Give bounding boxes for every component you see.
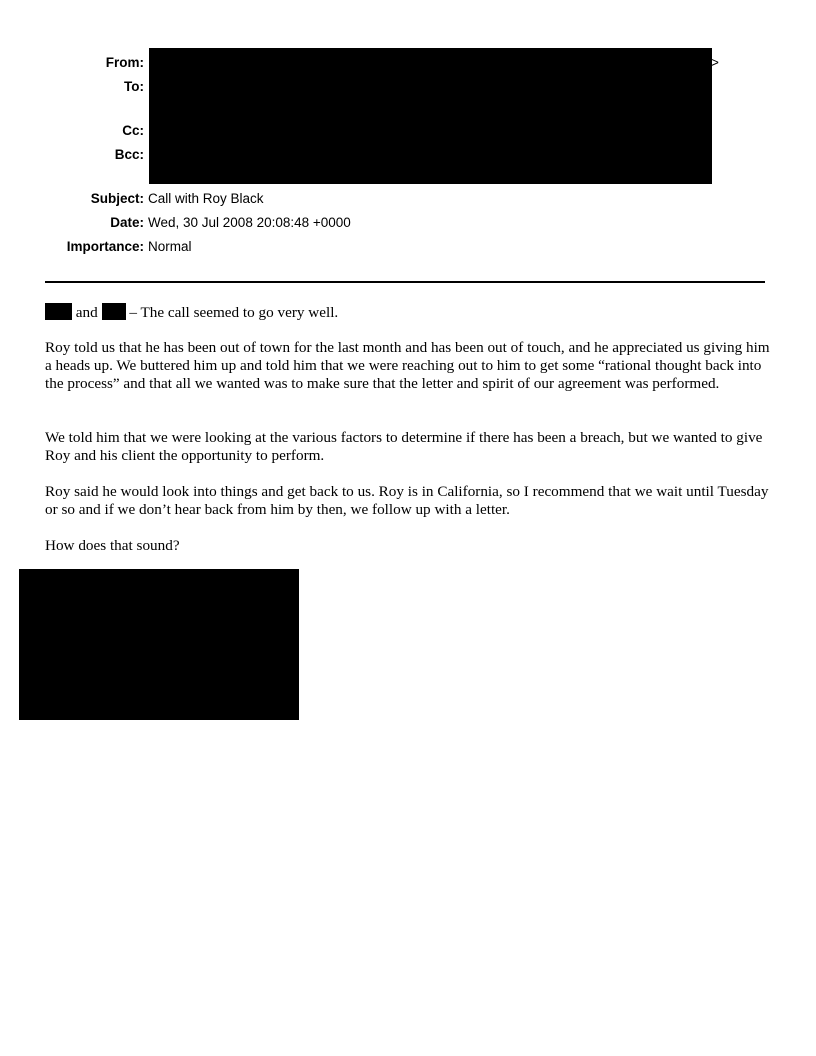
cc-label: Cc: (122, 123, 144, 138)
inline-redaction-1 (45, 303, 72, 320)
from-label: From: (105, 55, 144, 70)
body-paragraph-1: Roy told us that he has been out of town for the last month and has been out of touch, and he appreciated us giving him a heads up. We buttered him up and told him that we were reaching out to him to get some “rational thought back into the process” and that all we wanted was to make sure that the letter and spirit of our agreement was performed. (45, 339, 770, 392)
date-label: Date: (110, 215, 144, 230)
greeting-line (45, 303, 771, 322)
inline-redaction-2 (102, 303, 126, 320)
header-divider (45, 281, 765, 283)
header-redaction-block (149, 48, 712, 184)
greeting-connector: and (75, 304, 98, 321)
importance-label: Importance: (66, 239, 144, 254)
closing-line: How does that sound? (45, 537, 180, 554)
from-trailing-glyph: > (711, 55, 719, 70)
subject-value: Call with Roy Black (148, 191, 264, 206)
body-paragraph-2: We told him that we were looking at the various factors to determine if there has been a breach, but we wanted to give Roy and his client the opportunity to perform. (45, 429, 763, 464)
date-value: Wed, 30 Jul 2008 20:08:48 +0000 (148, 215, 351, 230)
to-label: To: (124, 79, 144, 94)
greeting-rest: – The call seemed to go very well. (129, 304, 339, 321)
subject-label: Subject: (90, 191, 144, 206)
body-paragraph-3: Roy said he would look into things and get back to us. Roy is in California, so I recommend that we wait until Tuesday or so and if we don’t hear back from him by then, we follow up with a letter. (45, 483, 769, 518)
importance-value: Normal (148, 239, 192, 254)
signature-redaction-block (19, 569, 299, 720)
bcc-label: Bcc: (114, 147, 144, 162)
